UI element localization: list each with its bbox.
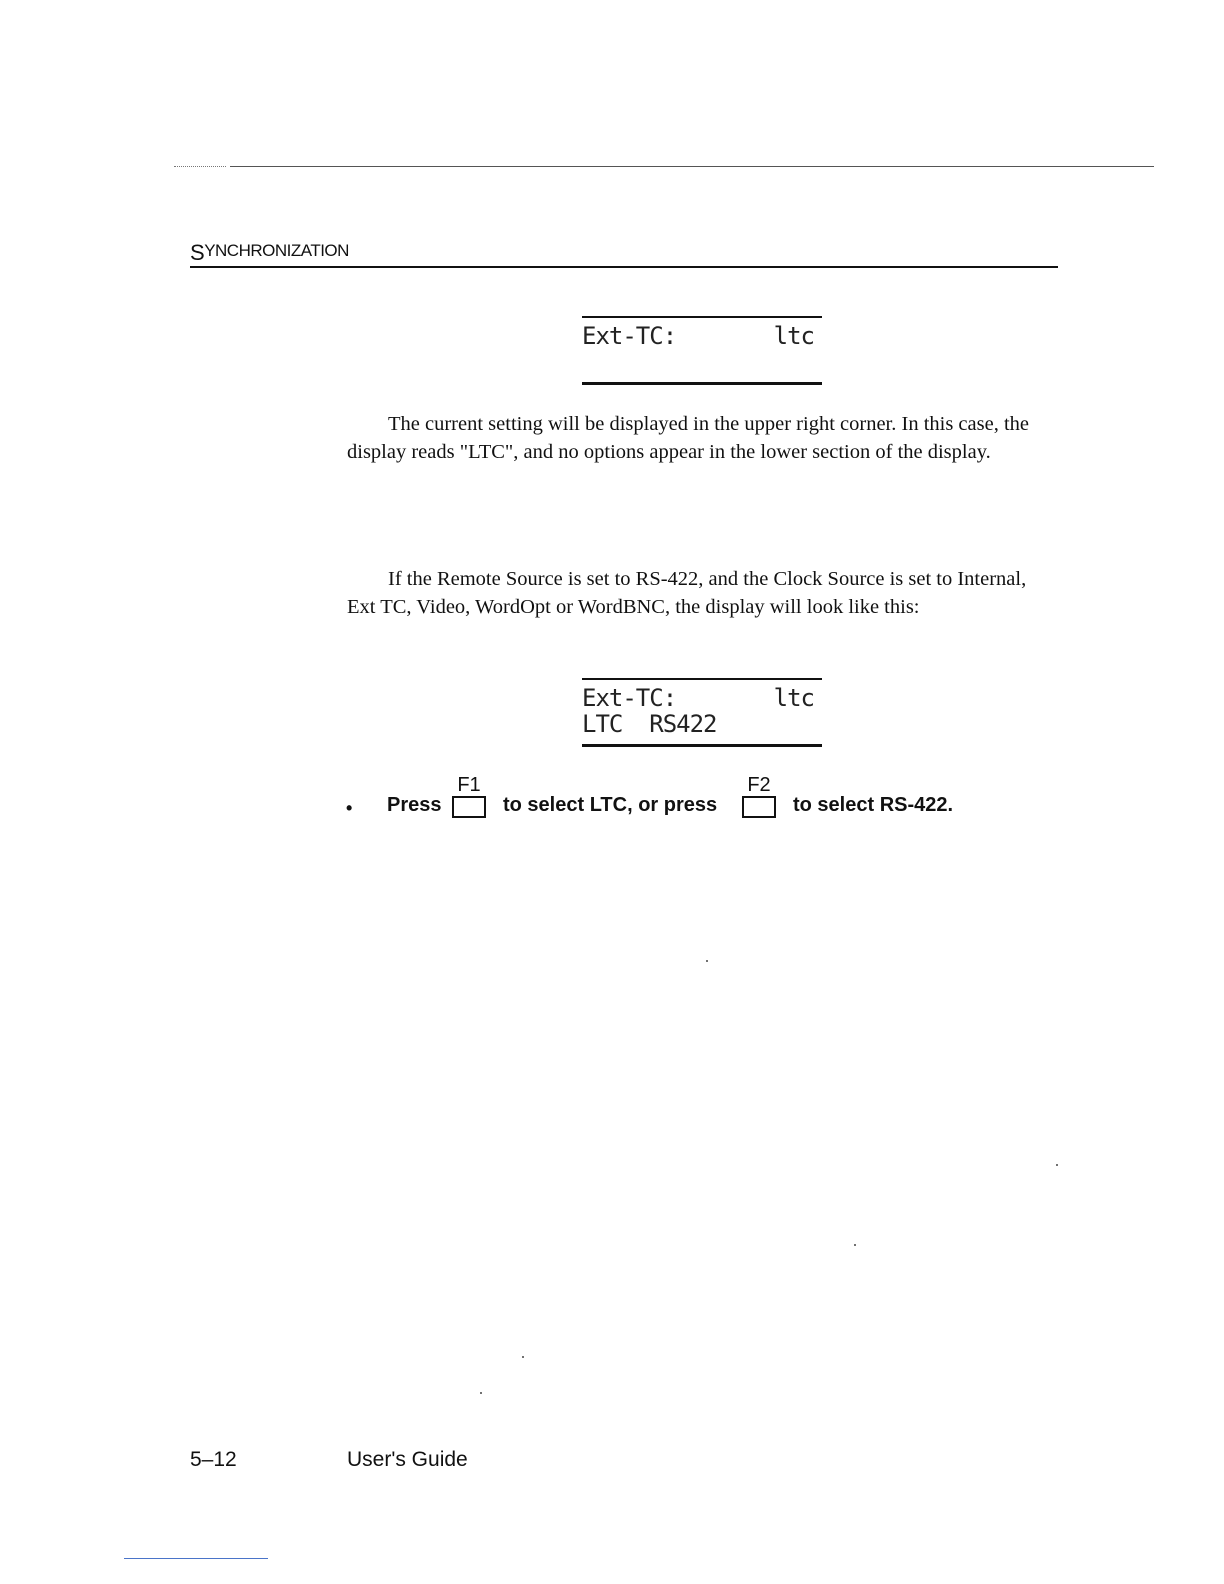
f1-key-label: F1: [457, 774, 481, 796]
f2-key-icon: [742, 776, 780, 820]
lcd-row-top-left: Ext-TC:: [582, 322, 677, 350]
scan-speck: [854, 1244, 856, 1246]
lcd-display-ltc-rs422: [582, 678, 822, 747]
paragraph-remote-source: If the Remote Source is set to RS-422, and the Clock Source is set to Internal, Ext TC, Video, WordOpt or WordBNC, the display will look like this:: [347, 568, 1027, 618]
lcd-row-bottom: LTC RS422: [582, 710, 717, 738]
footer-page-number: 5–12: [190, 1448, 237, 1471]
f1-key-icon: [452, 776, 490, 820]
bottom-rule: [124, 1558, 268, 1559]
top-rule: [230, 166, 1154, 167]
bullet-icon: •: [346, 798, 353, 818]
scan-speck: [480, 1392, 482, 1394]
lcd-display-ltc: [582, 316, 822, 385]
scan-speck: [522, 1356, 524, 1358]
f2-key-label: F2: [747, 774, 771, 796]
f2-key-box: [742, 796, 776, 818]
section-header-text: YNCHRONIZATION: [204, 241, 349, 260]
f1-key-box: [452, 796, 486, 818]
lcd-row-top-right: ltc: [773, 684, 814, 712]
section-rule: [190, 266, 1058, 268]
lcd-row-top-right: ltc: [773, 322, 814, 350]
instruction-line: [346, 774, 1046, 840]
lcd-row-top-left: Ext-TC:: [582, 684, 677, 712]
paragraph-current-setting: The current setting will be displayed in the upper right corner. In this case, the display reads "LTC", and no options appear in the lower section of the display.: [347, 413, 1030, 463]
press-label: Press: [387, 794, 442, 816]
section-header-initial: S: [190, 240, 205, 265]
scan-speck: [706, 960, 708, 962]
top-rule-dash: [174, 166, 226, 167]
section-header: [190, 236, 349, 265]
select-rs422-text: to select RS-422.: [793, 794, 954, 816]
select-ltc-text: to select LTC, or press: [503, 794, 718, 816]
scan-speck: [1056, 1164, 1058, 1166]
footer-guide-title: User's Guide: [347, 1448, 468, 1471]
